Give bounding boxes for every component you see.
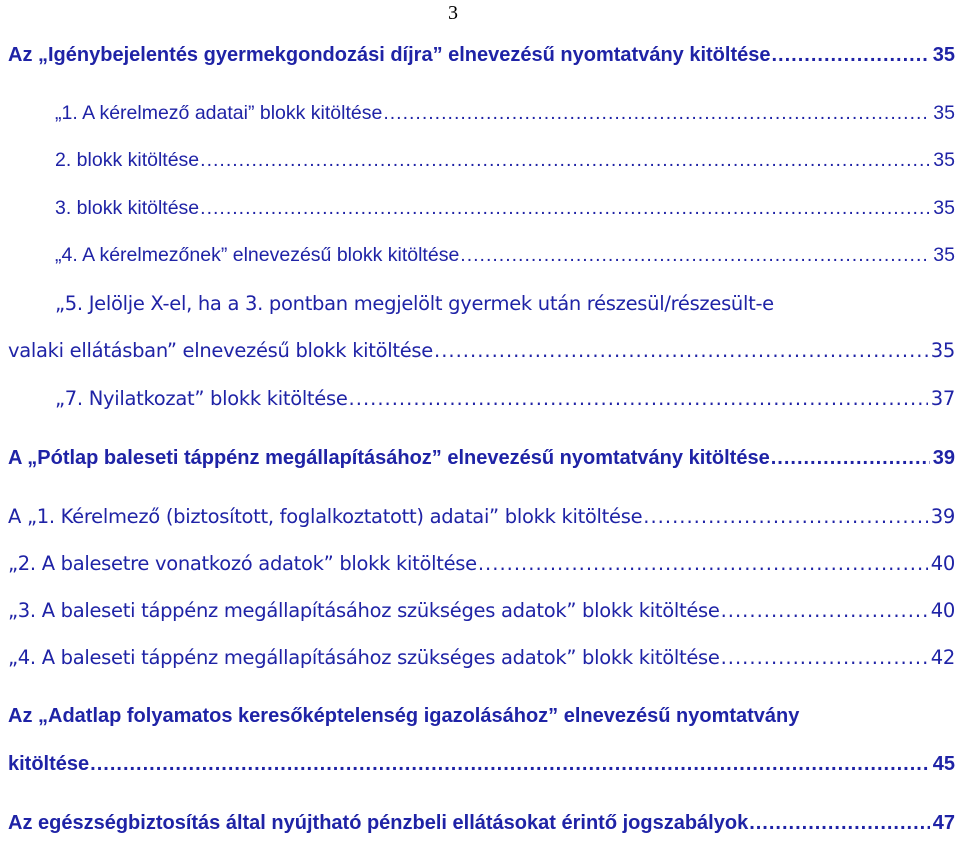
toc-entry[interactable] (0, 149, 955, 172)
toc-leader (434, 339, 928, 362)
toc-entry-page: 35 (933, 197, 955, 219)
toc-entry[interactable] (0, 387, 955, 410)
toc-entry[interactable] (0, 197, 955, 220)
toc-entry-page: 42 (930, 646, 955, 669)
toc-entry[interactable] (0, 44, 955, 67)
toc-leader (749, 812, 930, 835)
toc-entry-title: „1. A kérelmező adatai” blokk kitöltése (55, 102, 383, 124)
toc-leader (460, 244, 930, 267)
toc-leader (200, 197, 930, 220)
toc-entry[interactable] (0, 292, 955, 315)
toc-leader (200, 149, 930, 172)
toc-entry-page: 45 (932, 753, 955, 775)
toc-entry[interactable] (0, 599, 955, 622)
toc-leader (90, 753, 930, 776)
toc-entry-page: 35 (933, 102, 955, 124)
toc-entry-title: „4. A kérelmezőnek” elnevezésű blokk kitöltése (55, 244, 460, 266)
toc-entry-page: 40 (930, 552, 955, 575)
toc-entry-page: 35 (933, 149, 955, 171)
toc-entry[interactable] (8, 705, 956, 728)
toc-entry-page: 39 (932, 447, 955, 469)
toc-entry-title: Az „Adatlap folyamatos keresőképtelenség igazolásához” elnevezésű nyomtatvány (8, 705, 800, 727)
toc-entry[interactable] (0, 812, 955, 835)
toc-entry-page: 40 (930, 599, 955, 622)
toc-entry[interactable] (0, 646, 955, 669)
toc-entry-title: valaki ellátásban” elnevezésű blokk kitöltése (8, 339, 433, 362)
toc-entry-title: Az „Igénybejelentés gyermekgondozási díjra” elnevezésű nyomtatvány kitöltése (8, 44, 771, 66)
toc-entry-page: 39 (930, 505, 955, 528)
toc-leader (771, 447, 930, 470)
toc-entry-title: 2. blokk kitöltése (55, 149, 200, 171)
toc-entry-title: Az egészségbiztosítás által nyújtható pénzbeli ellátásokat érintő jogszabályok (8, 812, 749, 834)
toc-leader (771, 44, 929, 67)
toc-entry[interactable] (0, 102, 955, 125)
toc-entry[interactable] (0, 447, 955, 470)
toc-entry-page: 47 (932, 812, 955, 834)
toc-entry[interactable] (0, 753, 955, 776)
toc-entry-page: 35 (932, 44, 955, 66)
toc-entry-title: 3. blokk kitöltése (55, 197, 200, 219)
toc-entry-title: „5. Jelölje X-el, ha a 3. pontban megjelölt gyermek után részesül/részesült-e (55, 292, 774, 315)
toc-entry-page: 35 (930, 339, 955, 362)
toc-entry-page: 35 (933, 244, 955, 266)
toc-leader (721, 599, 928, 622)
toc-entry-title: „2. A balesetre vonatkozó adatok” blokk kitöltése (8, 552, 477, 575)
toc-entry-title: kitöltése (8, 753, 90, 775)
toc-entry[interactable] (0, 339, 955, 362)
toc-entry-page: 37 (930, 387, 955, 410)
page-number: 3 (448, 2, 458, 24)
toc-leader (349, 387, 928, 410)
toc-entry[interactable] (0, 505, 955, 528)
toc-entry-title: A „1. Kérelmező (biztosított, foglalkoztatott) adatai” blokk kitöltése (8, 505, 643, 528)
toc-leader (478, 552, 928, 575)
toc-entry-title: „3. A baleseti táppénz megállapításához szükséges adatok” blokk kitöltése (8, 599, 720, 622)
toc-leader (643, 505, 928, 528)
toc-entry[interactable] (0, 244, 955, 267)
toc-leader (383, 102, 930, 125)
toc-entry-title: A „Pótlap baleseti táppénz megállapításához” elnevezésű nyomtatvány kitöltése (8, 447, 770, 469)
toc-entry[interactable] (0, 552, 955, 575)
toc-leader (721, 646, 928, 669)
toc-entry-title: „7. Nyilatkozat” blokk kitöltése (55, 387, 348, 410)
toc-entry-title: „4. A baleseti táppénz megállapításához szükséges adatok” blokk kitöltése (8, 646, 720, 669)
